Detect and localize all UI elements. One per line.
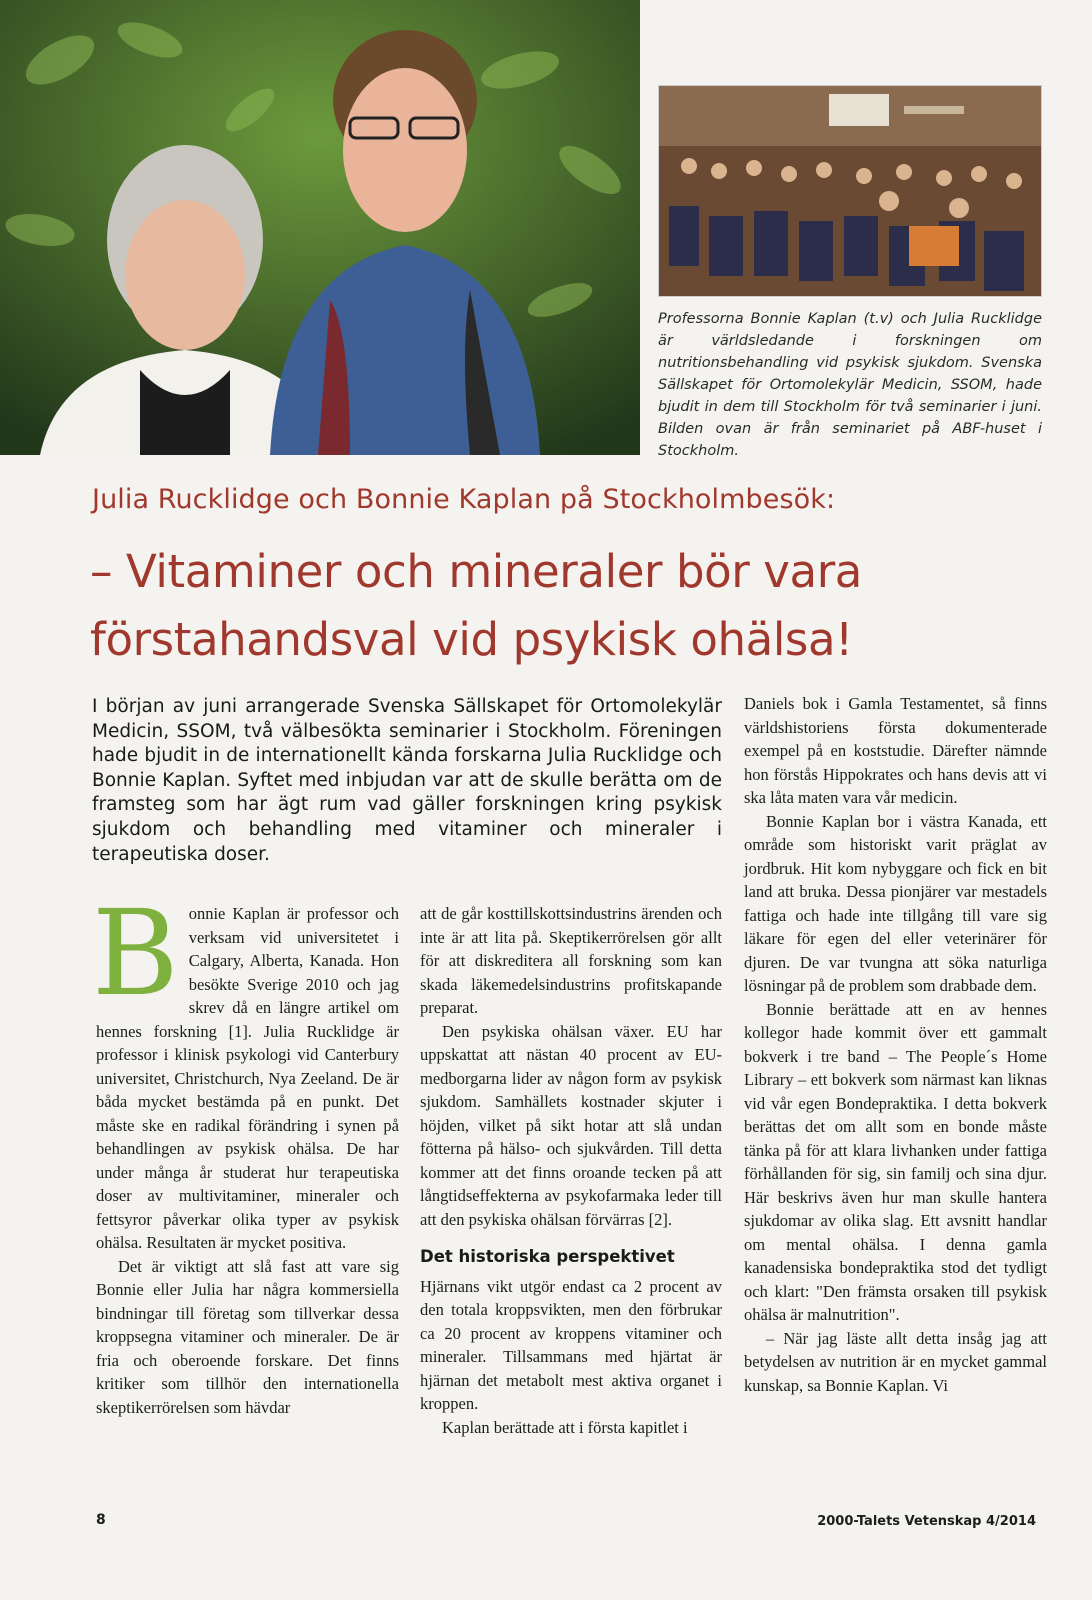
publication-name: 2000-Talets Vetenskap 4/2014 [817,1514,1036,1529]
paragraph: Bonnie Kaplan är professor och verksam vid universitetet i Calgary, Alberta, Kanada. Hon besökte Sverige 2010 och jag skrev då en längre artikel om hennes forskning [1]. Julia Rucklidge är professor i klinisk psykologi vid Canterbury universitet, Christchurch, Nya Zeeland. De är båda mycket bestämda på en punkt. Det måste ske en radikal förändring i synen på behandlingen av psykisk ohälsa. De har under många år studerat hur terapeutiska doser av multivitaminer, mineraler och fettsyror påverkar olika typer av psykisk ohälsa. Resultaten är mycket positiva. [92,884,399,1252]
article-kicker: Julia Rucklidge och Bonnie Kaplan på Stockholmbesök: [92,484,836,515]
paragraph: Hjärnans vikt utgör endast ca 2 procent av den totala kroppsvikten, men den förbrukar ca 20 procent av kroppens vitaminer och mineraler. Tillsammans med hjärtat är hjärnan det metabolt mest aktiva organet i kroppen. [420,1276,722,1413]
page-number: 8 [96,1512,106,1528]
portrait-photo [0,0,640,455]
paragraph: Bonnie Kaplan bor i västra Kanada, ett område som historiskt varit präglat av jordbruk. Hit kom nybyggare och fick en bit land att bruka. Dessa pionjärer var mestadels fattiga och hade inte tillgång till vare sig läkare för egen del eller veterinärer för djuren. De var tvungna att söka naturliga lösningar på de problem som drabbade dem. [744,811,1047,995]
section-subhead: Det historiska perspektivet [420,1247,675,1266]
paragraph: att de går kosttillskottsindustrins ärenden och inte är att lita på. Skeptikerrörelsen gör allt för att diskreditera all forskning som kan skada läkemedelsindustrins profitskapande preparat. [420,904,722,1017]
photo-caption: Professorna Bonnie Kaplan (t.v) och Julia Rucklidge är världsledande i forskningen om nutritionsbehandling vid psykisk sjukdom. Svenska Sällskapet för Ortomolekylär Medicin, SSOM, hade bjudit in dem till Stockholm för två seminarier i juni. Bilden ovan är från seminariet på ABF-huset i Stockholm. [658,311,1042,459]
article-headline [90,538,1050,674]
seminar-photo [658,85,1042,297]
paragraph: – När jag läste allt detta insåg jag att betydelsen av nutrition är en mycket gammal kunskap, sa Bonnie Kaplan. Vi [744,1328,1047,1395]
paragraph: Den psykiska ohälsan växer. EU har uppskattat att nästan 40 procent av EU-medborgarna lider av någon form av psykisk sjukdom. Samhällets kostnader skjuter i höjden, vilket på sikt hotar att slå undan fötterna på hälso- och sjukvården. Till detta kommer att det finns oroande tecken på att långtidseffekterna av psykofarmaka leder till att den psykiska ohälsan förvärras [2]. [420,1021,722,1229]
body-column-2 [420,902,722,1439]
article-lead: I början av juni arrangerade Svenska Sällskapet för Ortomolekylär Medicin, SSOM, två välbesökta seminarier i Stockholm. Föreningen hade bjudit in de internationellt kända forskarna Julia Rucklidge och Bonnie Kaplan. Syftet med inbjudan var att de skulle berätta om de framsteg som har ägt rum vad gäller forskningen kring psykisk sjukdom och behandling med vitaminer och mineraler i terapeutiska doser. [92,696,722,865]
paragraph: Daniels bok i Gamla Testamentet, så finns världshistoriens första dokumenterade exempel på en koststudie. Därefter nämnde hon förstås Hippokrates och hans devis att vi ska låta maten vara vår medicin. [744,694,1047,807]
headline-line-1: – Vitaminer och mineraler bör vara [90,545,862,598]
body-column-1 [92,884,399,1419]
body-column-3 [744,692,1047,1397]
paragraph: Det är viktigt att slå fast att vare sig Bonnie eller Julia har några kommersiella bindningar till företag som tillverkar dessa kroppsegna vitaminer och mineraler. De är fria och oberoende forskare. Det finns kritiker som tillhör den internationella skeptikerrörelsen som hävdar [96,1256,399,1417]
paragraph: Bonnie berättade att en av hennes kollegor hade kommit över ett gammalt bokverk i tre band – The People´s Home Library – ett bokverk som närmast kan liknas vid vår egen Bondepraktika. I detta bokverk berättas det om allt som en bonde måste tänka på för att klara livhanken under fattiga förhållanden för sig, sin familj och sina djur. Här beskrivs även hur man skulle hantera sjukdomar av olika slag. Ett avsnitt handlar om mental ohälsa. I denna gamla kanadensiska bondepraktika stod det tydligt och klart: "Den främsta orsaken till psykisk ohälsa är malnutrition". [744,999,1047,1324]
drop-cap: B [92,884,179,1022]
headline-line-2: förstahandsval vid psykisk ohälsa! [90,613,853,666]
paragraph: Kaplan berättade att i första kapitlet i [442,1417,688,1437]
